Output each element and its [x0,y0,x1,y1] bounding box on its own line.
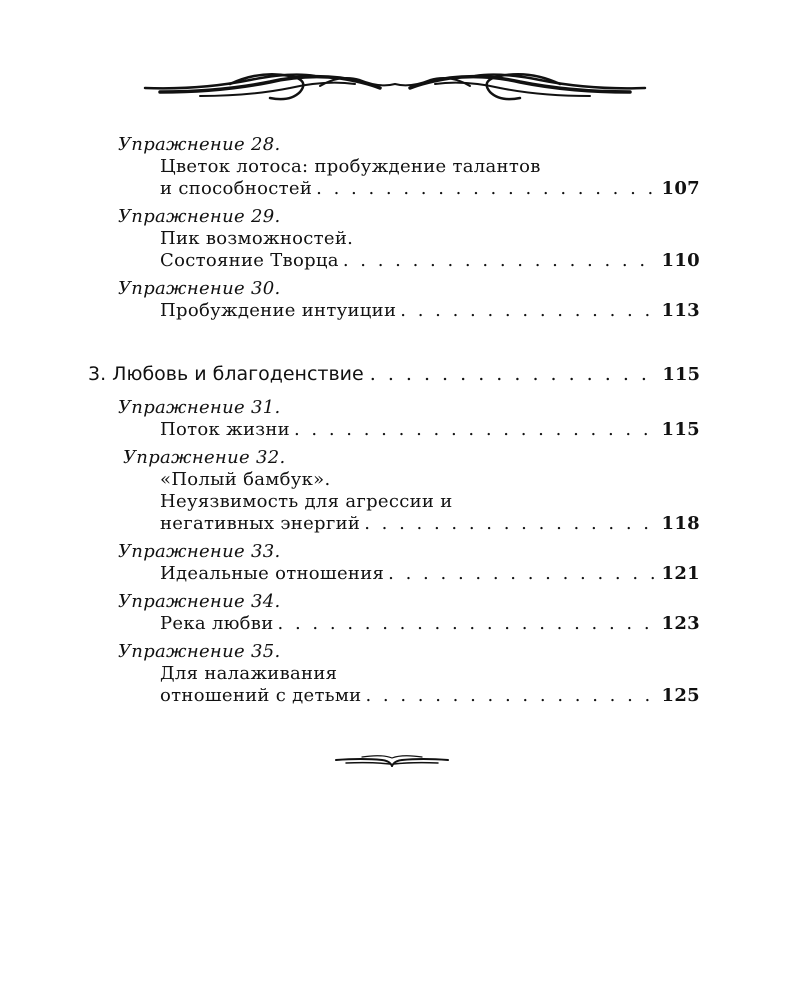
page-number: 110 [661,250,700,271]
exercise-label: Упражнение 33. [118,541,281,562]
exercise-label: Упражнение 30. [118,278,281,299]
exercise-label: Упражнение 34. [118,591,281,612]
dot-leader [370,362,657,386]
entry-title: Цветок лотоса: пробуждение талантов [160,156,541,177]
entry-title-line [160,178,700,200]
page-number: 121 [661,563,700,584]
page-number: 123 [661,613,700,634]
section-title: 3. Любовь и благоденствие [88,363,364,385]
toc-entry-exercise-34[interactable] [88,591,700,635]
entry-title-line [160,613,700,635]
entry-title-line [160,513,700,535]
entry-title: Для налаживания [160,663,338,684]
page-number: 113 [661,300,700,321]
toc-section-3[interactable] [88,362,700,387]
dot-leader [400,300,655,322]
entry-title-line [160,228,700,250]
exercise-label: Упражнение 35. [118,641,281,662]
entry-title-line [160,156,700,178]
dot-leader [364,513,655,535]
toc-entry-exercise-30[interactable] [88,278,700,322]
dot-leader [278,613,656,635]
top-flourish-ornament [140,62,650,106]
entry-title: и способностей [160,178,313,199]
toc-entry-exercise-32[interactable] [88,447,700,535]
toc-entry-exercise-29[interactable] [88,206,700,272]
entry-title: Поток жизни [160,419,290,440]
entry-title-line [160,300,700,322]
dot-leader [343,250,656,272]
entry-title: «Полый бамбук». [160,469,331,490]
toc-entry-exercise-35[interactable] [88,641,700,707]
toc-entry-exercise-33[interactable] [88,541,700,585]
dot-leader [388,563,655,585]
entry-title: Состояние Творца [160,250,339,271]
entry-title: Пик возможностей. [160,228,354,249]
exercise-label: Упражнение 31. [118,397,281,418]
toc-entry-exercise-28[interactable] [88,134,700,200]
exercise-label: Упражнение 29. [118,206,281,227]
entry-title-line [160,563,700,585]
entry-title: отношений с детьми [160,685,362,706]
exercise-label: Упражнение 32. [123,447,286,468]
entry-title-line [160,250,700,272]
entry-title: Неуязвимость для агрессии и [160,491,453,512]
page-number: 115 [662,364,700,385]
page-number: 125 [661,685,700,706]
entry-title-line [160,419,700,441]
dot-leader [316,178,655,200]
page-number: 115 [661,419,700,440]
dot-leader [365,685,655,707]
entry-title: Идеальные отношения [160,563,385,584]
exercise-label: Упражнение 28. [118,134,281,155]
table-of-contents [88,134,700,707]
page-number: 107 [661,178,700,199]
bottom-flourish-ornament [332,748,452,774]
entry-title-line [160,663,700,685]
dot-leader [294,419,656,441]
entry-title: Река любви [160,613,274,634]
toc-entry-exercise-31[interactable] [88,397,700,441]
entry-title: негативных энергий [160,513,361,534]
entry-title-line [160,469,700,491]
entry-title-line [160,491,700,513]
entry-title-line [160,685,700,707]
page-number: 118 [661,513,700,534]
entry-title: Пробуждение интуиции [160,300,397,321]
